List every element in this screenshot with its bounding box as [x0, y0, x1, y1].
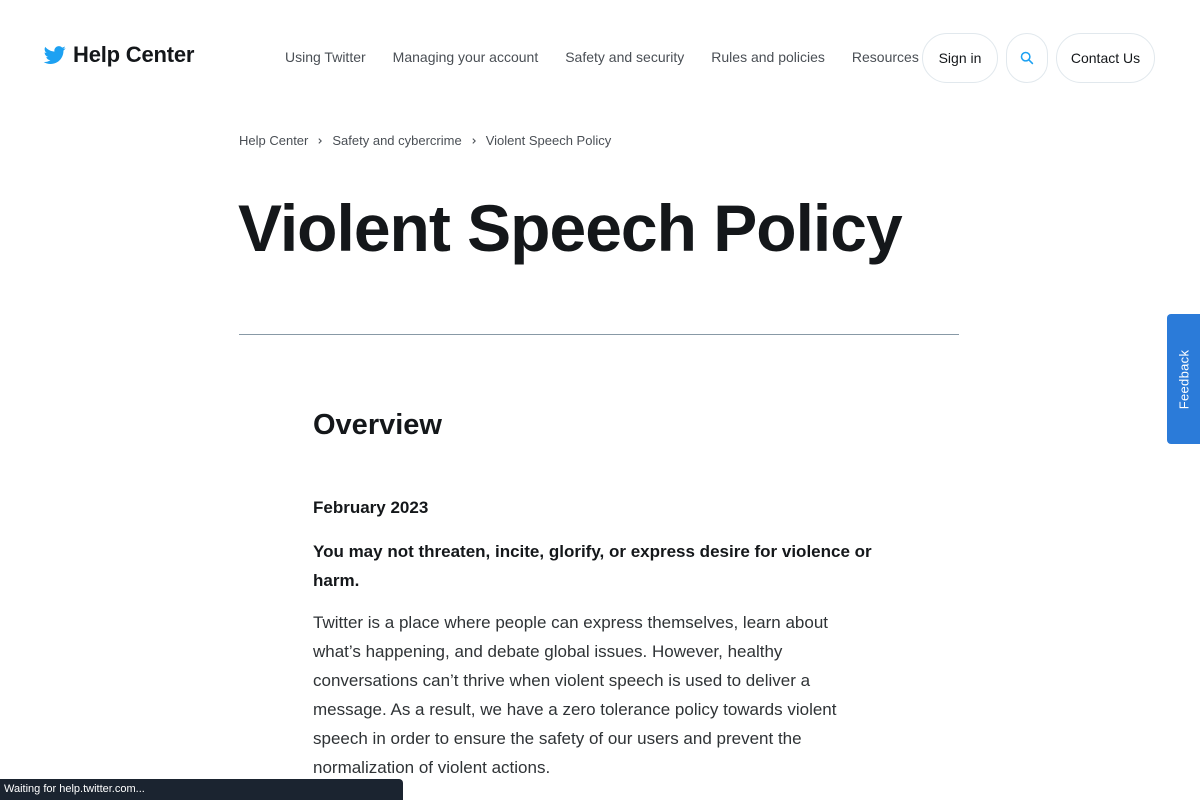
search-button[interactable]	[1006, 33, 1048, 83]
brand-text: Help Center	[73, 42, 195, 67]
page-title: Violent Speech Policy	[238, 191, 902, 265]
nav-resources-dropdown[interactable]	[852, 49, 930, 65]
nav-rules-policies[interactable]: Rules and policies	[711, 49, 825, 65]
breadcrumb-help-center[interactable]: Help Center	[239, 133, 309, 148]
nav-safety-security[interactable]: Safety and security	[565, 49, 685, 65]
chevron-right-icon	[316, 137, 324, 145]
breadcrumb-current: Violent Speech Policy	[485, 133, 612, 148]
nav-using-twitter[interactable]: Using Twitter	[285, 49, 366, 65]
contact-us-button[interactable]: Contact Us	[1056, 33, 1155, 83]
help-center-home-link[interactable]	[43, 42, 194, 68]
breadcrumb	[239, 133, 611, 148]
section-heading-overview: Overview	[313, 409, 442, 441]
site-header	[0, 0, 1200, 115]
search-icon	[1020, 51, 1034, 65]
breadcrumb-safety-cybercrime[interactable]: Safety and cybercrime	[332, 133, 462, 148]
policy-lead: You may not threaten, incite, glorify, or express desire for violence or harm.	[313, 542, 872, 590]
chevron-right-icon	[470, 137, 478, 145]
nav-resources-label: Resources	[851, 49, 919, 65]
sign-in-button[interactable]: Sign in	[922, 33, 998, 83]
nav-managing-account[interactable]: Managing your account	[392, 49, 539, 65]
title-divider	[239, 334, 959, 335]
main-nav	[285, 49, 930, 65]
browser-status-bar: Waiting for help.twitter.com...	[0, 779, 403, 800]
feedback-label: Feedback	[1176, 349, 1191, 409]
policy-date: February 2023	[313, 498, 429, 517]
article-content	[313, 405, 883, 782]
feedback-tab[interactable]	[1167, 314, 1200, 444]
policy-body-paragraph: Twitter is a place where people can express themselves, learn about what’s happening, and debate global issues. However, healthy conversations can’t thrive when violent speech is used to deliver a message. As a result, we have a zero tolerance policy towards violent speech in order to ensure the safety of our users and prevent the normalization of violent actions.	[313, 613, 837, 777]
twitter-bird-icon	[43, 44, 67, 66]
